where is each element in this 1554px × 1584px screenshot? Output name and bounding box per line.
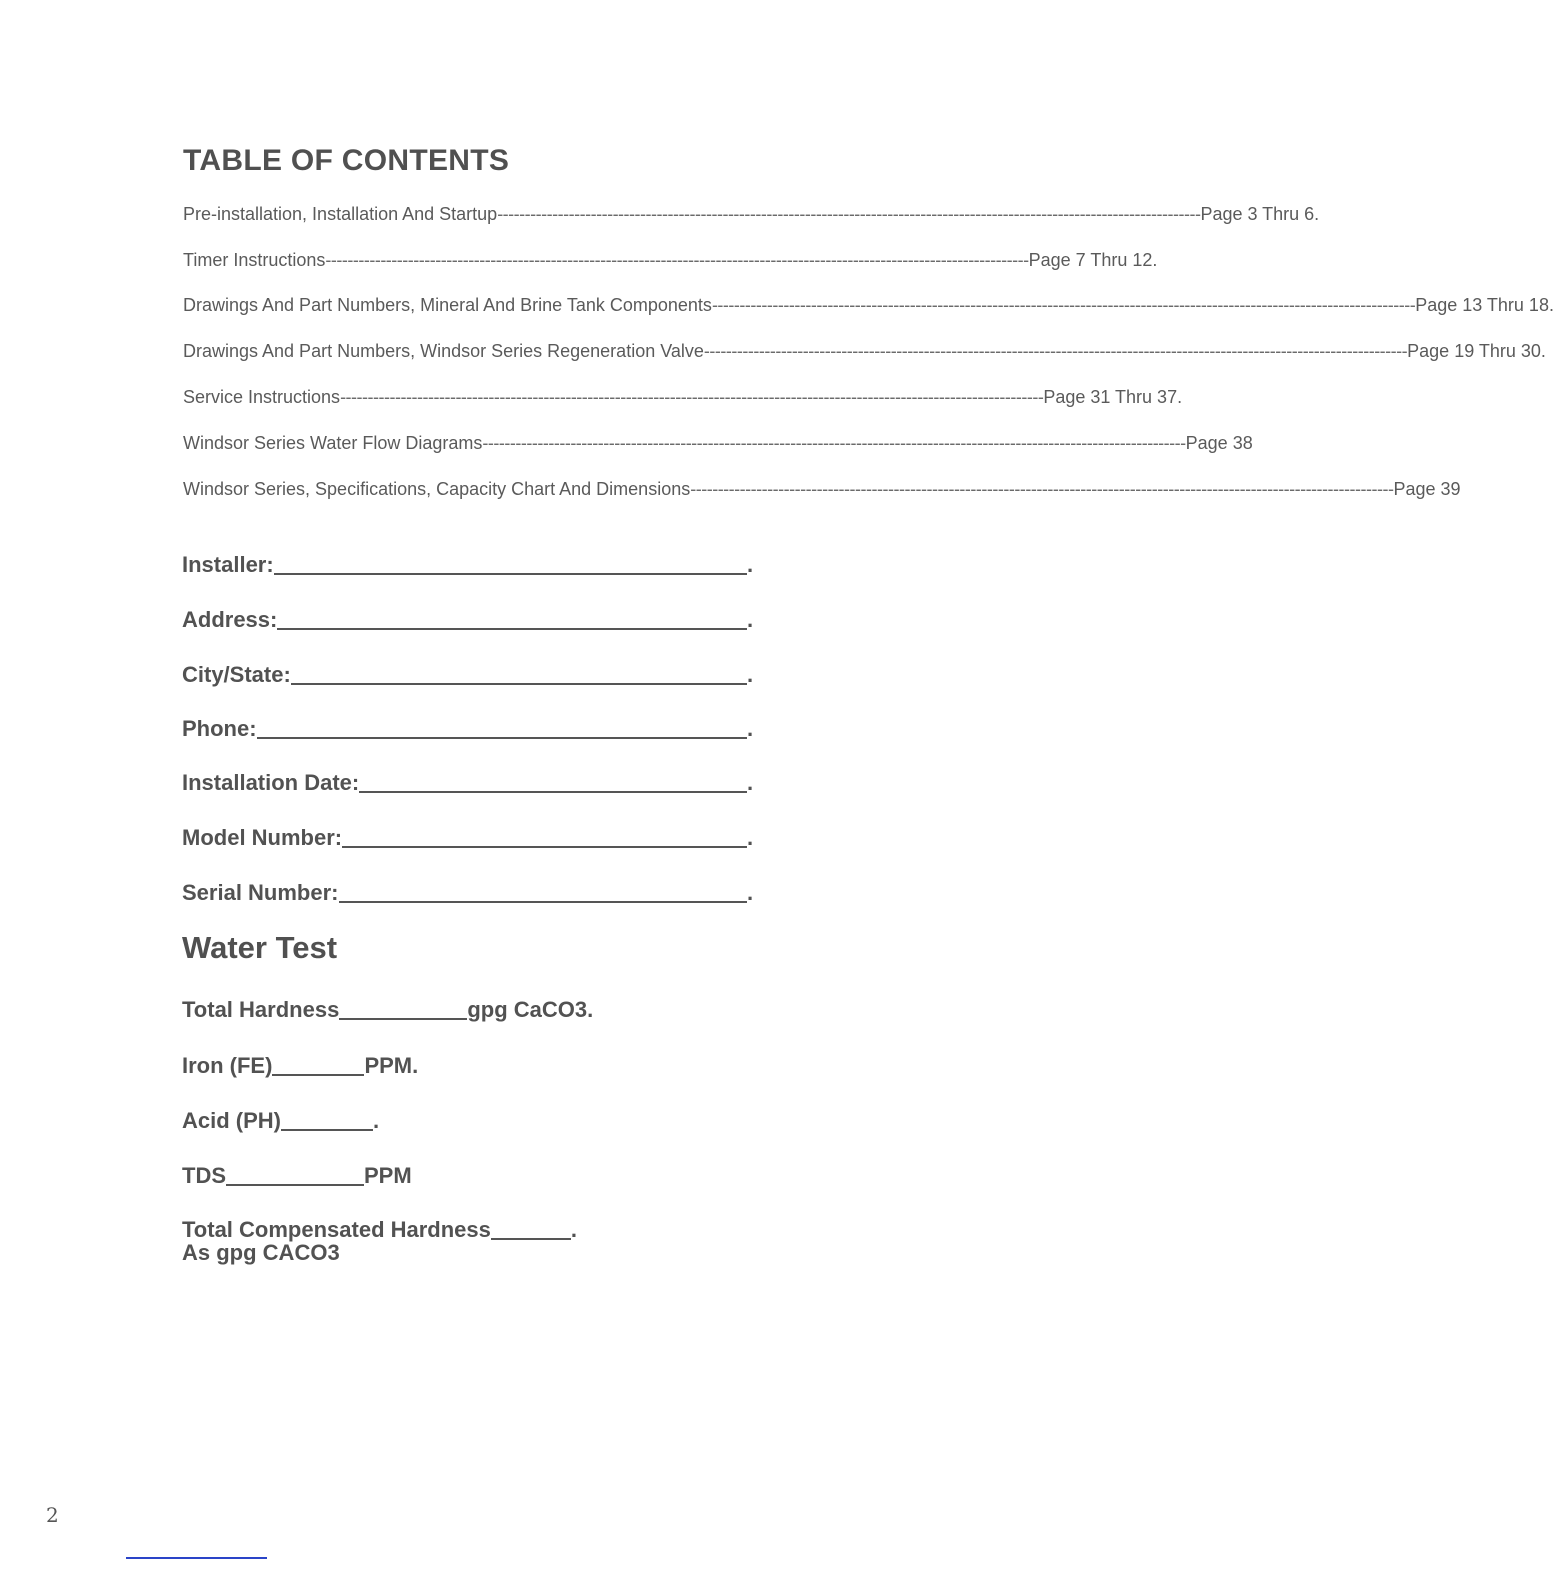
- acid-field[interactable]: [182, 1102, 379, 1134]
- model-number-label: Model Number:: [182, 825, 343, 850]
- acid-label: Acid (PH): [182, 1108, 281, 1133]
- field-terminator: .: [747, 607, 754, 632]
- water-test-title: Water Test: [182, 930, 338, 965]
- acid-unit: .: [373, 1108, 380, 1133]
- toc-entry-page: Page 39: [1393, 479, 1461, 499]
- phone-label: Phone:: [182, 716, 257, 741]
- compensated-hardness-note: As gpg CACO3: [182, 1240, 340, 1265]
- tds-label: TDS: [182, 1163, 226, 1188]
- compensated-hardness-unit: .: [570, 1217, 578, 1242]
- toc-entry-label: Timer Instructions: [183, 250, 326, 270]
- footer-rule: [126, 1557, 267, 1559]
- toc-entry-label: Pre-installation, Installation And Startup: [183, 204, 498, 224]
- installation-date-blank[interactable]: [359, 771, 747, 793]
- toc-entry-page: Page 13 Thru 18.: [1415, 295, 1554, 315]
- iron-field[interactable]: [182, 1047, 418, 1079]
- tds-field[interactable]: [182, 1157, 412, 1189]
- serial-number-label: Serial Number:: [182, 880, 339, 905]
- toc-leader: --------------------------------------------------------------------------------------------------------------------------------: [325, 250, 1029, 270]
- total-hardness-blank[interactable]: [339, 998, 467, 1020]
- serial-number-blank[interactable]: [339, 881, 748, 903]
- tds-unit: PPM: [364, 1163, 412, 1188]
- toc-entry-page: Page 38: [1185, 433, 1253, 453]
- toc-entry-page: Page 3 Thru 6.: [1200, 204, 1320, 224]
- toc-leader: --------------------------------------------------------------------------------------------------------------------------------: [482, 433, 1186, 453]
- total-hardness-unit: gpg CaCO3.: [467, 997, 594, 1022]
- field-terminator: .: [747, 716, 754, 741]
- city-state-label: City/State:: [182, 662, 291, 687]
- model-number-blank[interactable]: [342, 826, 747, 848]
- toc-entry: [183, 250, 1158, 274]
- toc-entry-page: Page 7 Thru 12.: [1028, 250, 1158, 270]
- toc-entry-page: Page 19 Thru 30.: [1407, 341, 1546, 361]
- serial-number-field[interactable]: [182, 874, 757, 906]
- installer-label: Installer:: [182, 552, 274, 577]
- toc-entry-label: Windsor Series, Specifications, Capacity Chart And Dimensions: [183, 479, 691, 499]
- total-hardness-label: Total Hardness: [182, 997, 340, 1022]
- phone-field[interactable]: [182, 710, 757, 742]
- compensated-hardness-label: Total Compensated Hardness: [182, 1217, 491, 1242]
- phone-blank[interactable]: [257, 717, 747, 739]
- compensated-hardness-blank[interactable]: [491, 1218, 571, 1240]
- toc-entry: [183, 295, 1554, 319]
- page-number: 2: [46, 1503, 59, 1527]
- field-terminator: .: [747, 770, 754, 795]
- toc-entry-label: Windsor Series Water Flow Diagrams: [183, 433, 483, 453]
- iron-blank[interactable]: [272, 1054, 364, 1076]
- toc-leader: --------------------------------------------------------------------------------------------------------------------------------: [703, 341, 1408, 361]
- installation-date-field[interactable]: [182, 764, 757, 796]
- field-terminator: .: [747, 825, 754, 850]
- toc-entry-label: Drawings And Part Numbers, Windsor Series Regeneration Valve: [183, 341, 704, 361]
- city-state-blank[interactable]: [291, 663, 747, 685]
- toc-entry-label: Drawings And Part Numbers, Mineral And Brine Tank Components: [183, 295, 712, 315]
- total-hardness-field[interactable]: [182, 991, 593, 1023]
- toc-title: TABLE OF CONTENTS: [183, 144, 510, 177]
- address-field[interactable]: [182, 601, 757, 633]
- address-label: Address:: [182, 607, 278, 632]
- tds-blank[interactable]: [226, 1164, 364, 1186]
- field-terminator: .: [747, 662, 754, 687]
- address-blank[interactable]: [277, 608, 747, 630]
- toc-entry: [183, 204, 1320, 228]
- field-terminator: .: [747, 880, 754, 905]
- field-terminator: .: [747, 552, 754, 577]
- iron-unit: PPM.: [364, 1053, 419, 1078]
- toc-entry: [183, 341, 1546, 365]
- toc-leader: --------------------------------------------------------------------------------------------------------------------------------: [711, 295, 1416, 315]
- acid-blank[interactable]: [281, 1109, 373, 1131]
- compensated-hardness-field[interactable]: [182, 1211, 577, 1243]
- toc-leader: --------------------------------------------------------------------------------------------------------------------------------: [497, 204, 1201, 224]
- toc-entry: [183, 387, 1183, 411]
- toc-leader: --------------------------------------------------------------------------------------------------------------------------------: [340, 387, 1044, 407]
- installer-blank[interactable]: [274, 553, 747, 575]
- installer-field[interactable]: [182, 546, 757, 578]
- model-number-field[interactable]: [182, 819, 757, 851]
- toc-entry-page: Page 31 Thru 37.: [1043, 387, 1183, 407]
- toc-entry: [183, 479, 1461, 503]
- toc-entry-label: Service Instructions: [183, 387, 341, 407]
- iron-label: Iron (FE): [182, 1053, 273, 1078]
- toc-leader: --------------------------------------------------------------------------------------------------------------------------------: [690, 479, 1394, 499]
- city-state-field[interactable]: [182, 656, 757, 688]
- toc-entry: [183, 433, 1253, 457]
- installation-date-label: Installation Date:: [182, 770, 360, 795]
